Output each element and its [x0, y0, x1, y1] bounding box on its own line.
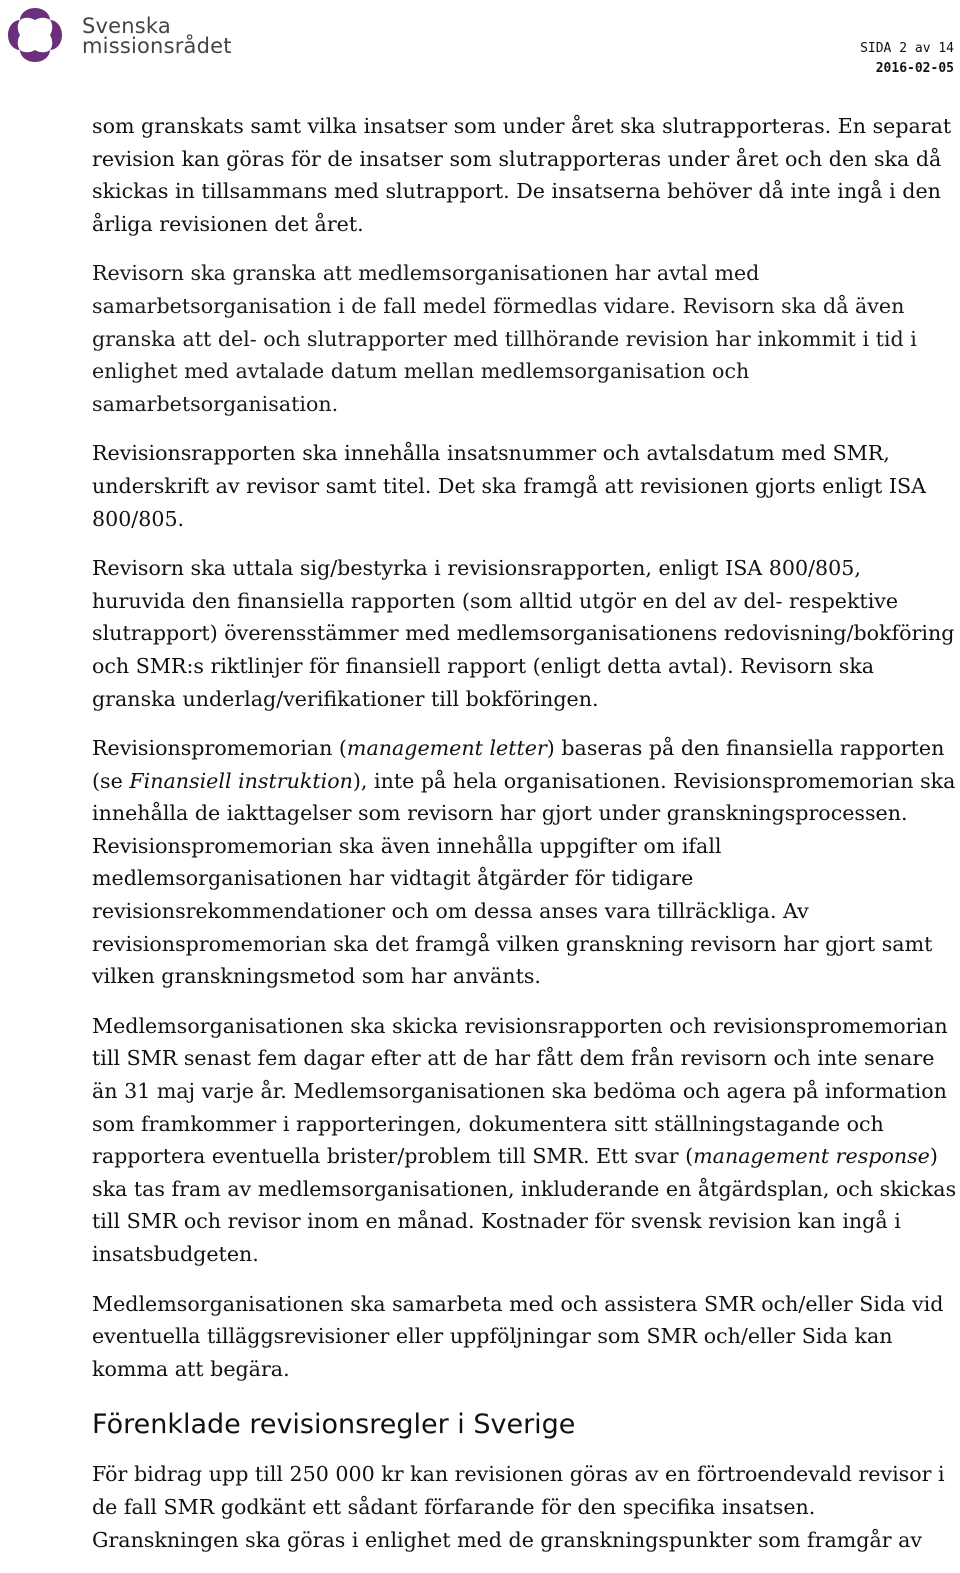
logo-wordmark: [82, 16, 232, 56]
page-meta: [860, 39, 954, 79]
document-date: 2016-02-05: [875, 61, 954, 76]
paragraph-5-part-c: ), inte på hela organisationen. Revisionspromemorian ska innehålla de iakttagelser som revisorn har gjort under granskningsprocessen. Revisionspromemorian ska även innehålla uppgifter om ifall medlemsorganisationen har vidtagit åtgärder för tidigare revisionsrekommendationer och om dessa anses vara tillräckliga. Av revisionspromemorian ska det framgå vilken granskning revisorn har gjort samt vilken granskningsmetod som har använts.: [92, 768, 956, 989]
paragraph-2: Revisorn ska granska att medlemsorganisationen har avtal med samarbetsorganisation i de fall medel förmedlas vidare. Revisorn ska då även granska att del- och slutrapporter med tillhörande revision har inkommit i tid i enlighet med avtalade datum mellan medlemsorganisation och samarbetsorganisation.: [92, 261, 917, 416]
paragraph-6-emphasis-1: management response: [693, 1144, 930, 1169]
paragraph-5-emphasis-2: Finansiell instruktion: [129, 768, 353, 793]
paragraph-1: som granskats samt vilka insatser som under året ska slutrapporteras. En separat revision kan göras för de insatser som slutrapporteras under året och den ska då skickas in tillsammans med slutrapport. De insatserna behöver då inte ingå i den årliga revisionen det året.: [92, 114, 952, 236]
page-number: SIDA 2 av 14: [860, 41, 954, 56]
logo-line-1: Svenska: [82, 14, 171, 38]
svenska-missionsradet-logo-icon: [6, 6, 64, 64]
paragraph-6-part-a: Medlemsorganisationen ska skicka revisionsrapporten och revisionspromemorian till SMR senast fem dagar efter att de har fått dem från revisorn och inte senare än 31 maj varje år. Medlemsorganisationen ska bedöma och agera på information som framkommer i rapporteringen, dokumentera sitt ställningstagande och rapportera eventuella brister/problem till SMR. Ett svar (: [92, 1013, 948, 1169]
paragraph-4: Revisorn ska uttala sig/bestyrka i revisionsrapporten, enligt ISA 800/805, huruvida den finansiella rapporten (som alltid utgör en del av del- respektive slutrapport) överensstämmer med medlemsorganisationens redovisning/bokföring och SMR:s riktlinjer för finansiell rapport (enligt detta avtal). Revisorn ska granska underlag/verifikationer till bokföringen.: [92, 556, 955, 711]
paragraph-5-emphasis-1: management letter: [346, 736, 547, 761]
paragraph-3: Revisionsrapporten ska innehålla insatsnummer och avtalsdatum med SMR, underskrift av revisor samt titel. Det ska framgå att revisionen gjorts enligt ISA 800/805.: [92, 441, 926, 531]
paragraph-5-part-b: ) baseras på den finansiella rapporten (se: [92, 736, 945, 793]
paragraph-5-part-a: Revisionspromemorian (: [92, 736, 347, 761]
paragraph-6: [92, 1010, 958, 1271]
paragraph-7: Medlemsorganisationen ska samarbeta med och assistera SMR och/eller Sida vid eventuella tilläggsrevisioner eller uppföljningar som SMR och/eller Sida kan komma att begära.: [92, 1291, 944, 1381]
paragraph-8: För bidrag upp till 250 000 kr kan revisionen göras av en förtroendevald revisor i de fall SMR godkänt ett sådant förfarande för den specifika insatsen. Granskningen ska göras i enlighet med de granskningspunkter som framgår av: [92, 1462, 945, 1552]
paragraph-5: [92, 732, 958, 993]
document-body: [92, 110, 958, 1573]
paragraph-6-part-b: ) ska tas fram av medlemsorganisationen, inkluderande en åtgärdsplan, och skickas till SMR och revisor inom en månad. Kostnader för svensk revision kan ingå i insatsbudgeten.: [92, 1144, 957, 1266]
logo: [6, 6, 236, 66]
section-heading: Förenklade revisionsregler i Sverige: [92, 1409, 576, 1441]
logo-line-2: missionsrådet: [82, 34, 232, 58]
